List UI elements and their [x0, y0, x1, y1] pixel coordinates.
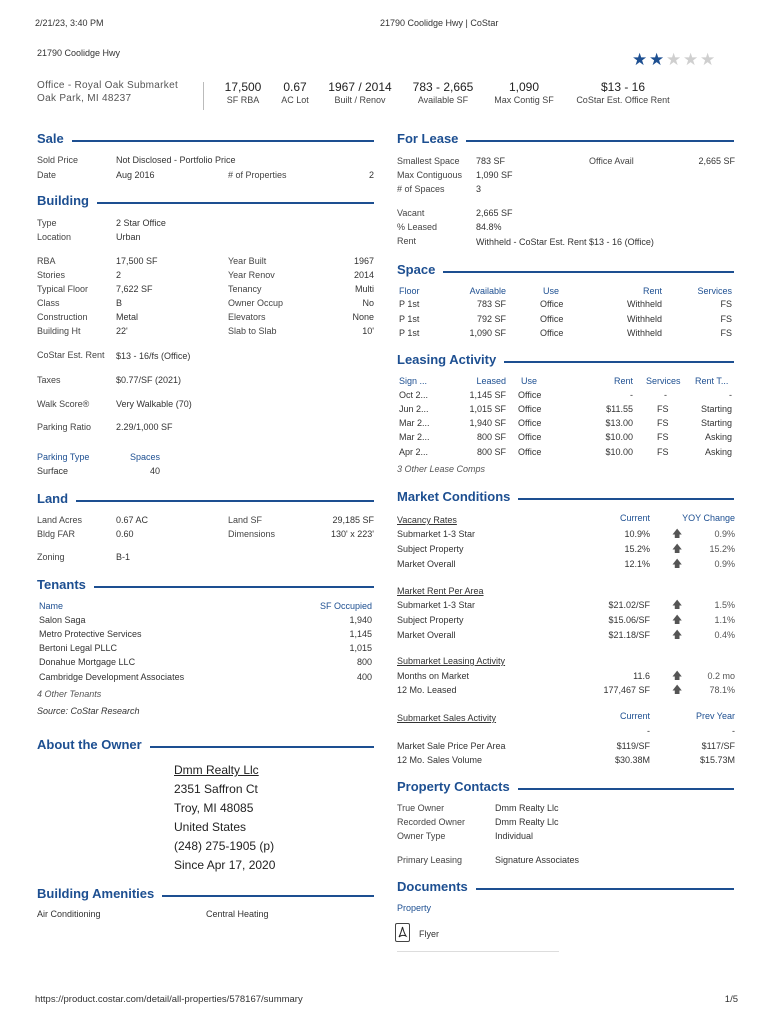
- section-land-heading: Land: [37, 491, 374, 506]
- market-row-prev: $117/SF: [701, 741, 735, 751]
- detail-value: 2014: [353, 270, 374, 280]
- market-row-label: Months on Market: [397, 671, 470, 681]
- section-amenities-heading: Building Amenities: [37, 886, 374, 901]
- section-documents-heading: Documents: [397, 879, 734, 894]
- leasing-sign: Jun 2...: [399, 404, 429, 414]
- type-label: Type: [37, 218, 57, 228]
- market-row-yoy: 0.9%: [714, 559, 735, 569]
- leasing-use: Office: [518, 447, 542, 457]
- sales-current-dash: -: [647, 726, 650, 736]
- leasing-rent: $10.00: [605, 432, 633, 442]
- property-submarket: Office - Royal Oak Submarket: [37, 80, 179, 91]
- detail-label: Construction: [37, 312, 88, 322]
- other-lease-comps-link[interactable]: 3 Other Lease Comps: [397, 464, 486, 474]
- sale-date-value: Aug 2016: [116, 170, 155, 180]
- detail-label: Elevators: [228, 312, 266, 322]
- space-col-rent[interactable]: Rent: [642, 286, 662, 296]
- parking-spaces-value: 40: [149, 466, 160, 476]
- leasing-leased: 1,145 SF: [469, 390, 506, 400]
- sales-current-header: Current: [619, 711, 650, 721]
- num-properties-value: 2: [368, 170, 374, 180]
- leasing-services: FS: [657, 418, 669, 428]
- arrow-up-icon: 🡅: [672, 630, 683, 641]
- detail-label: Owner Occup: [228, 298, 284, 308]
- smallest-space-label: Smallest Space: [397, 156, 460, 166]
- market-row-yoy: 1.5%: [714, 600, 735, 610]
- space-services: FS: [720, 314, 732, 324]
- detail-label: Tenancy: [228, 284, 262, 294]
- section-for-lease-heading: For Lease: [397, 131, 734, 146]
- detail-value: No: [362, 298, 374, 308]
- land-sf-value: 29,185 SF: [332, 515, 374, 525]
- leasing-col-leased[interactable]: Leased: [476, 376, 506, 386]
- owner-address-line1: 2351 Saffron Ct: [174, 782, 258, 796]
- section-leasing-heading: Leasing Activity: [397, 352, 734, 367]
- space-available: 792 SF: [476, 314, 506, 324]
- space-use: Office: [540, 314, 564, 324]
- arrow-up-icon: 🡅: [672, 544, 683, 555]
- pct-leased-label: % Leased: [397, 222, 438, 232]
- space-floor: P 1st: [399, 328, 420, 338]
- market-row-current: 10.9%: [624, 529, 650, 539]
- stat-label: SF RBA: [226, 95, 260, 105]
- market-row-current: $119/SF: [616, 741, 650, 751]
- arrow-up-icon: 🡅: [672, 615, 683, 626]
- parking-type-header: Parking Type: [37, 452, 90, 462]
- stat-label: Available SF: [417, 95, 469, 105]
- num-spaces-label: # of Spaces: [397, 184, 445, 194]
- market-row-current: $21.02/SF: [608, 600, 650, 610]
- print-footer-page: 1/5: [724, 994, 738, 1005]
- space-services: FS: [720, 299, 732, 309]
- rent-value: Withheld - CoStar Est. Rent $13 - 16 (Office): [476, 237, 654, 247]
- detail-label: Year Built: [228, 256, 267, 266]
- leasing-sign: Mar 2...: [399, 432, 430, 442]
- detail-label: RBA: [37, 256, 56, 266]
- market-row-current: 177,467 SF: [603, 685, 650, 695]
- section-contacts-heading: Property Contacts: [397, 779, 734, 794]
- taxes-value: $0.77/SF (2021): [116, 375, 182, 385]
- pct-leased-value: 84.8%: [476, 222, 502, 232]
- parking-ratio-label: Parking Ratio: [37, 422, 92, 432]
- leasing-sign: Apr 2...: [399, 447, 429, 457]
- market-rent-title: Market Rent Per Area: [397, 586, 484, 596]
- vacant-value: 2,665 SF: [476, 208, 513, 218]
- market-row-label: Market Sale Price Per Area: [397, 741, 506, 751]
- market-row-prev: $15.73M: [699, 755, 735, 765]
- market-row-label: Market Overall: [397, 630, 456, 640]
- market-row-current: 11.6: [633, 671, 650, 681]
- stat-value: $13 - 16: [600, 80, 646, 94]
- detail-value: 10': [362, 326, 374, 336]
- arrow-up-icon: 🡅: [672, 685, 683, 696]
- documents-divider: [397, 951, 559, 952]
- leasing-col-rent[interactable]: Rent: [613, 376, 633, 386]
- detail-label: Year Renov: [228, 270, 275, 280]
- leasing-col-rent-type[interactable]: Rent T...: [695, 376, 729, 386]
- section-owner-heading: About the Owner: [37, 737, 374, 752]
- market-row-label: Subject Property: [397, 544, 464, 554]
- leasing-rent: $11.55: [606, 404, 633, 414]
- vacant-label: Vacant: [397, 208, 425, 218]
- arrow-up-icon: 🡅: [672, 529, 683, 540]
- owner-address-line3: United States: [174, 820, 247, 834]
- leasing-use: Office: [518, 390, 542, 400]
- detail-label: Typical Floor: [37, 284, 89, 294]
- detail-value: 7,622 SF: [116, 284, 153, 294]
- market-row-yoy: 0.4%: [714, 630, 735, 640]
- space-col-use[interactable]: Use: [543, 286, 560, 296]
- num-properties-label: # of Properties: [228, 170, 287, 180]
- est-rent-value: $13 - 16/fs (Office): [116, 351, 191, 361]
- market-row-current: 12.1%: [624, 559, 650, 569]
- leasing-use: Office: [518, 404, 542, 414]
- space-available: 783 SF: [476, 299, 506, 309]
- owner-type-value: Individual: [495, 831, 534, 841]
- primary-leasing-value[interactable]: Signature Associates: [495, 855, 580, 865]
- space-use: Office: [540, 299, 564, 309]
- arrow-up-icon: 🡅: [672, 600, 683, 611]
- detail-value: 2: [116, 270, 122, 280]
- amenity-item: Air Conditioning: [37, 909, 101, 919]
- stat-value: 783 - 2,665: [412, 80, 474, 94]
- star-filled-icon: ★: [649, 50, 665, 69]
- tenant-sf-header[interactable]: SF Occupied: [319, 601, 372, 611]
- max-contiguous-value: 1,090 SF: [476, 170, 513, 180]
- leasing-use: Office: [518, 418, 542, 428]
- market-row-yoy: 78.1%: [709, 685, 735, 695]
- leasing-use: Office: [518, 432, 542, 442]
- leasing-services: FS: [657, 432, 669, 442]
- tenant-sf: 800: [356, 657, 372, 667]
- bldg-far-value: 0.60: [116, 529, 134, 539]
- smallest-space-value: 783 SF: [476, 156, 506, 166]
- section-sale-heading: Sale: [37, 131, 374, 146]
- market-row-label: Market Overall: [397, 559, 456, 569]
- leasing-sign: Oct 2...: [399, 390, 429, 400]
- market-row-yoy: 0.9%: [714, 529, 735, 539]
- tenant-sf: 400: [356, 672, 372, 682]
- documents-property-link[interactable]: Property: [397, 903, 432, 913]
- detail-value: 22': [116, 326, 128, 336]
- zoning-label: Zoning: [37, 552, 65, 562]
- space-col-floor[interactable]: Floor: [399, 286, 420, 296]
- detail-label: Building Ht: [37, 326, 81, 336]
- leasing-col-sign[interactable]: Sign ...: [399, 376, 428, 386]
- land-acres-value: 0.67 AC: [116, 515, 149, 525]
- tenants-source: Source: CoStar Research: [37, 706, 140, 716]
- owner-since: Since Apr 17, 2020: [174, 858, 276, 872]
- sold-price-value: Not Disclosed - Portfolio Price: [116, 155, 236, 165]
- section-building-heading: Building: [37, 193, 374, 208]
- detail-label: Stories: [37, 270, 66, 280]
- market-row-label: 12 Mo. Leased: [397, 685, 457, 695]
- star-empty-icon: ★: [683, 50, 699, 69]
- vacancy-rates-title: Vacancy Rates: [397, 515, 457, 525]
- owner-phone: (248) 275-1905 (p): [174, 839, 275, 853]
- print-datetime: 2/21/23, 3:40 PM: [35, 18, 104, 28]
- tenant-sf: 1,940: [349, 615, 372, 625]
- space-rent: Withheld: [626, 299, 662, 309]
- spaces-header: Spaces: [130, 452, 161, 462]
- space-col-available[interactable]: Available: [469, 286, 506, 296]
- pdf-icon[interactable]: [395, 923, 410, 942]
- space-floor: P 1st: [399, 314, 420, 324]
- owner-address-line2: Troy, MI 48085: [174, 801, 254, 815]
- leasing-leased: 800 SF: [476, 447, 506, 457]
- leasing-col-services[interactable]: Services: [646, 376, 681, 386]
- recorded-owner-value[interactable]: Dmm Realty Llc: [495, 817, 559, 827]
- tenant-name: Metro Protective Services: [39, 629, 142, 639]
- tenant-sf: 1,145: [349, 629, 372, 639]
- space-available: 1,090 SF: [469, 328, 506, 338]
- zoning-value: B-1: [116, 552, 131, 562]
- arrow-up-icon: 🡅: [672, 671, 683, 682]
- leasing-rent-type: Asking: [704, 432, 732, 442]
- detail-value: 1967: [353, 256, 374, 266]
- space-rent: Withheld: [626, 328, 662, 338]
- leasing-rent: -: [630, 390, 633, 400]
- stat-value: 1967 / 2014: [328, 80, 392, 94]
- sales-prev-year-header: Prev Year: [695, 711, 735, 721]
- market-current-header: Current: [619, 513, 650, 523]
- submarket-leasing-title: Submarket Leasing Activity: [397, 656, 506, 666]
- star-rating: [632, 52, 722, 68]
- sale-date-label: Date: [37, 170, 57, 180]
- parking-type-value: Surface: [37, 466, 69, 476]
- tenant-name: Bertoni Legal PLLC: [39, 643, 118, 653]
- type-value: 2 Star Office: [116, 218, 166, 228]
- rent-label: Rent: [397, 236, 417, 246]
- land-acres-label: Land Acres: [37, 515, 83, 525]
- tenant-name-header[interactable]: Name: [39, 601, 64, 611]
- tenant-sf: 1,015: [349, 643, 372, 653]
- leasing-rent-type: Asking: [704, 447, 732, 457]
- space-use: Office: [540, 328, 564, 338]
- print-footer-url: https://product.costar.com/detail/all-properties/578167/summary: [35, 994, 303, 1005]
- section-tenants-heading: Tenants: [37, 577, 374, 592]
- market-row-current: 15.2%: [624, 544, 650, 554]
- space-col-services[interactable]: Services: [697, 286, 732, 296]
- market-row-current: $30.38M: [614, 755, 650, 765]
- market-row-yoy: 15.2%: [709, 544, 735, 554]
- leasing-sign: Mar 2...: [399, 418, 430, 428]
- dimensions-label: Dimensions: [228, 529, 276, 539]
- stat-label: AC Lot: [281, 95, 309, 105]
- taxes-label: Taxes: [37, 375, 61, 385]
- property-title: 21790 Coolidge Hwy: [37, 48, 121, 58]
- stat-value: 0.67: [283, 80, 307, 94]
- owner-name-link[interactable]: Dmm Realty Llc: [174, 763, 259, 777]
- other-tenants-link[interactable]: 4 Other Tenants: [37, 689, 102, 699]
- star-filled-icon: ★: [632, 50, 648, 69]
- market-row-yoy: 1.1%: [714, 615, 735, 625]
- recorded-owner-label: Recorded Owner: [397, 817, 466, 827]
- est-rent-label: CoStar Est. Rent: [37, 350, 105, 360]
- leasing-rent-type: -: [729, 390, 732, 400]
- detail-value: None: [352, 312, 374, 322]
- section-space-heading: Space: [397, 262, 734, 277]
- star-empty-icon: ★: [700, 50, 716, 69]
- leasing-leased: 1,940 SF: [469, 418, 506, 428]
- leasing-rent: $13.00: [605, 418, 633, 428]
- dimensions-value: 130' x 223': [331, 529, 374, 539]
- leasing-rent-type: Starting: [700, 404, 732, 414]
- space-floor: P 1st: [399, 299, 420, 309]
- detail-value: B: [116, 298, 123, 308]
- tenant-name: Salon Saga: [39, 615, 86, 625]
- stat-label: Max Contig SF: [494, 95, 554, 105]
- true-owner-label: True Owner: [397, 803, 445, 813]
- walk-score-value: Very Walkable (70): [116, 399, 192, 409]
- walk-score-label: Walk Score®: [37, 399, 90, 409]
- tenant-name: Donahue Mortgage LLC: [39, 657, 136, 667]
- leasing-rent-type: Starting: [700, 418, 732, 428]
- arrow-up-icon: 🡅: [672, 559, 683, 570]
- location-value: Urban: [116, 232, 141, 242]
- leasing-services: FS: [657, 447, 669, 457]
- market-row-label: Submarket 1-3 Star: [397, 529, 476, 539]
- star-empty-icon: ★: [666, 50, 682, 69]
- amenity-item: Central Heating: [206, 909, 269, 919]
- market-row-label: 12 Mo. Sales Volume: [397, 755, 483, 765]
- leasing-col-use[interactable]: Use: [521, 376, 538, 386]
- property-citystate: Oak Park, MI 48237: [37, 93, 132, 104]
- detail-label: Slab to Slab: [228, 326, 277, 336]
- market-row-yoy: 0.2 mo: [707, 671, 735, 681]
- primary-leasing-label: Primary Leasing: [397, 855, 463, 865]
- num-spaces-value: 3: [476, 184, 482, 194]
- market-row-current: $15.06/SF: [608, 615, 650, 625]
- bldg-far-label: Bldg FAR: [37, 529, 76, 539]
- office-avail-label: Office Avail: [589, 156, 634, 166]
- land-sf-label: Land SF: [228, 515, 263, 525]
- sold-price-label: Sold Price: [37, 155, 79, 165]
- space-services: FS: [720, 328, 732, 338]
- office-avail-value: 2,665 SF: [698, 156, 735, 166]
- market-row-label: Submarket 1-3 Star: [397, 600, 476, 610]
- header-divider: [203, 82, 204, 110]
- owner-type-label: Owner Type: [397, 831, 446, 841]
- parking-ratio-value: 2.29/1,000 SF: [116, 422, 173, 432]
- market-row-current: $21.18/SF: [608, 630, 650, 640]
- print-doc-title: 21790 Coolidge Hwy | CoStar: [380, 18, 499, 28]
- sales-prev-dash: -: [732, 726, 735, 736]
- market-yoy-header: YOY Change: [682, 513, 735, 523]
- leasing-leased: 1,015 SF: [469, 404, 506, 414]
- true-owner-value[interactable]: Dmm Realty Llc: [495, 803, 559, 813]
- leasing-services: -: [664, 390, 667, 400]
- space-rent: Withheld: [626, 314, 662, 324]
- location-label: Location: [37, 232, 72, 242]
- section-market-heading: Market Conditions: [397, 489, 734, 504]
- flyer-link[interactable]: Flyer: [419, 929, 439, 939]
- detail-label: Class: [37, 298, 60, 308]
- detail-value: 17,500 SF: [116, 256, 158, 266]
- submarket-sales-title: Submarket Sales Activity: [397, 713, 497, 723]
- max-contiguous-label: Max Contiguous: [397, 170, 463, 180]
- stat-value: 1,090: [508, 80, 540, 94]
- detail-value: Metal: [116, 312, 139, 322]
- detail-value: Multi: [354, 284, 374, 294]
- stat-label: Built / Renov: [334, 95, 386, 105]
- tenant-name: Cambridge Development Associates: [39, 672, 185, 682]
- stat-label: CoStar Est. Office Rent: [576, 95, 670, 105]
- leasing-rent: $10.00: [605, 447, 633, 457]
- leasing-services: FS: [657, 404, 669, 414]
- market-row-label: Subject Property: [397, 615, 464, 625]
- leasing-leased: 800 SF: [476, 432, 506, 442]
- stat-value: 17,500: [224, 80, 262, 94]
